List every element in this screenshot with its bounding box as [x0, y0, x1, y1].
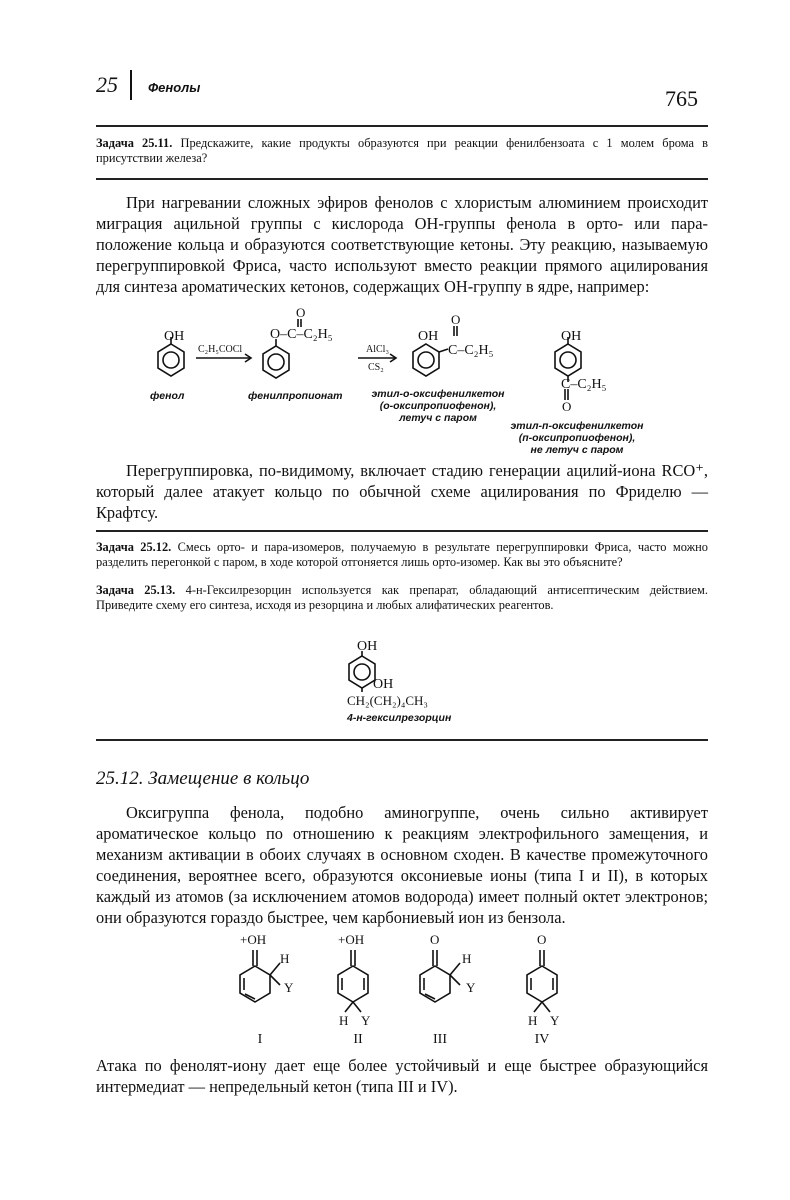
problem-label: Задача 25.12.	[96, 540, 172, 554]
intermediate-ii-structure	[338, 950, 368, 1012]
problem-text: Смесь орто- и пара-изомеров, получаемую в результате перегруппировки Фриса, часто можно разделить перегонкой с паром, в ходе которой отгоняется лишь орто-изомер. Как вы это объясните?	[96, 540, 708, 569]
ortho-oh: OH	[418, 329, 439, 344]
para-oh: OH	[561, 329, 582, 344]
problem-label: Задача 25.11.	[96, 136, 173, 150]
substituent-label: Y	[284, 980, 294, 995]
problem-25-12	[96, 540, 708, 570]
intermediate-i-structure	[240, 950, 280, 1002]
label-ortho-line: летуч с паром	[399, 412, 477, 424]
paragraph-acylium: Перегруппировка, по-видимому, включает стадию генерации ацилий-иона RCO⁺, который далее атакует кольцо по обычной схеме ацилирования по Фриделю — Крафтсу.	[96, 461, 708, 522]
label-hexylresorcinol: 4-н-гексилрезорцин	[347, 712, 452, 724]
label-phenol: фенол	[150, 390, 185, 402]
hydrogen-label: H	[339, 1013, 349, 1028]
section-number: 25.12.	[96, 768, 144, 789]
problem-label: Задача 25.13.	[96, 583, 176, 597]
problem-25-13	[96, 583, 708, 613]
header-divider	[130, 70, 132, 100]
hydrogen-label: H	[462, 951, 472, 966]
intermediates-scheme	[210, 928, 590, 1048]
para-ketone-group: C–C₂H₅	[561, 377, 607, 392]
reagent-aluminium-chloride: AlCl₃	[366, 344, 389, 355]
oxonium-label: +OH	[240, 932, 267, 947]
substituent-label: Y	[550, 1013, 560, 1028]
problem-text: 4-н-Гексилрезорцин используется как препарат, обладающий антисептическим действием. Приведите схему его синтеза, исходя из резорцина и любых алифатических реагентов.	[96, 583, 708, 612]
phenol-oh: OH	[164, 329, 185, 344]
ortho-carbonyl-o: O	[451, 312, 461, 327]
paragraph-phenolate: Атака по фенолят-иону дает еще более устойчивый и еще быстрее образующийся интермедиат — непредельный кетон (типа III и IV).	[96, 1056, 708, 1096]
paragraph-substitution: Оксигруппа фенола, подобно аминогруппе, очень сильно активирует ароматическое кольцо по отношению к реакциям электрофильного замещения, и механизм активации в обоих случаях в основном сходен. В качестве промежуточного соединения, вероятнее всего, образуются оксониевые ионы (типа I и II), в которых каждый из атомов (за исключением атомов водорода) имеет полный октет электронов; они образуются гораздо быстрее, чем карбониевый ион из бензола.	[96, 803, 708, 927]
reagent-propionyl-chloride: C₂H₅COCl	[198, 344, 243, 355]
label-ortho-line: этил-о-оксифенилкетон	[371, 388, 505, 400]
label-para-line: (п-оксипропиофенон),	[518, 432, 636, 444]
rule	[96, 530, 708, 532]
oxonium-label: +OH	[338, 932, 365, 947]
page-number: 765	[665, 86, 698, 111]
problem-25-11	[96, 136, 708, 166]
ester-carbonyl-o: O	[296, 305, 306, 320]
para-carbonyl-o: O	[562, 399, 572, 414]
problem-text: Предскажите, какие продукты образуются при реакции фенилбензоата с 1 молем брома в присутствии железа?	[96, 136, 708, 165]
label-ortho-line: (о-оксипропиофенон),	[379, 400, 497, 412]
label-ortho-ketone	[368, 388, 508, 424]
label-phenyl-propionate: фенилпропионат	[248, 390, 343, 402]
hexylresorcinol-structure	[320, 630, 500, 710]
numeral-iv: IV	[534, 1032, 550, 1047]
chapter-number: 25	[96, 72, 118, 97]
paragraph-fries: При нагревании сложных эфиров фенолов с хлористым алюминием происходит миграция ацильной группы с кислорода ОН-группы фенола в орто- или пара-положение кольца и образуются соответствующие кетоны. Эту реакцию, называемую перегруппировкой Фриса, часто используют вместо реакции прямого ацилирования для синтеза ароматических кетонов, содержащих ОН-группу в ядре, например:	[96, 193, 708, 296]
intermediate-iv-structure	[527, 950, 557, 1012]
oxo-label: O	[430, 932, 440, 947]
oh-top: OH	[357, 639, 378, 654]
rule	[96, 178, 708, 180]
label-para-line: этил-п-оксифенилкетон	[510, 420, 644, 432]
chapter-title: Фенолы	[148, 80, 201, 95]
substituent-label: Y	[466, 980, 476, 995]
hydrogen-label: H	[280, 951, 290, 966]
hydrogen-label: H	[528, 1013, 538, 1028]
numeral-ii: II	[353, 1032, 363, 1047]
oh-side: OH	[373, 677, 394, 692]
hexyl-chain: CH₂(CH₂)₄CH₃	[347, 693, 428, 708]
numeral-i: I	[257, 1032, 263, 1047]
substituent-label: Y	[361, 1013, 371, 1028]
label-para-line: не летуч с паром	[530, 444, 624, 456]
label-para-ketone	[502, 420, 652, 456]
rule	[96, 125, 708, 127]
rule	[96, 739, 708, 741]
intermediate-iii-structure	[420, 950, 460, 1002]
section-heading	[96, 768, 309, 790]
oxo-label: O	[537, 932, 547, 947]
ester-group: O–C–C₂H₅	[270, 327, 333, 342]
section-title: Замещение в кольцо	[148, 768, 310, 789]
ortho-ketone-group: C–C₂H₅	[448, 343, 494, 358]
numeral-iii: III	[433, 1032, 447, 1047]
reagent-solvent: CS₂	[368, 362, 384, 373]
